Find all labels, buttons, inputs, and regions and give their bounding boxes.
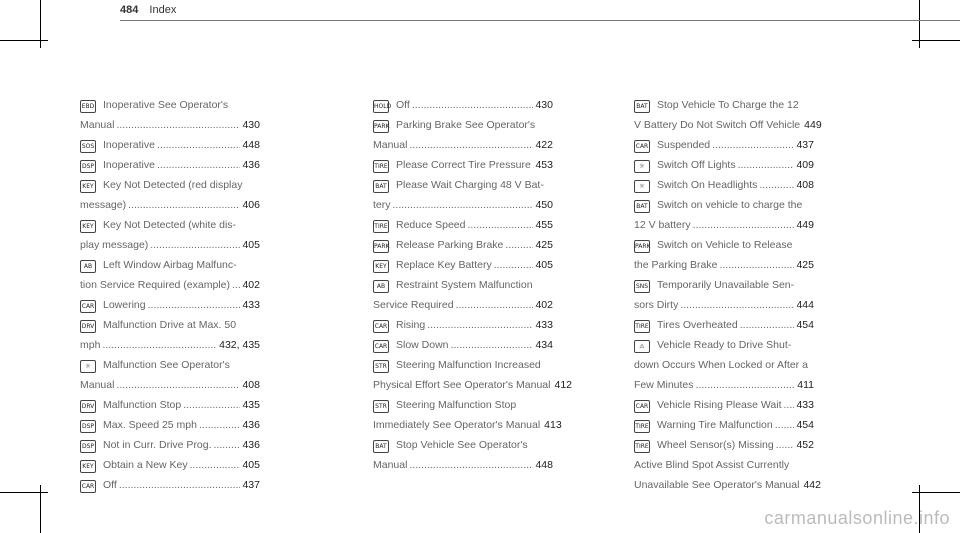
- page-reference[interactable]: 437: [242, 479, 260, 491]
- warning-symbol-icon: AB: [373, 280, 389, 293]
- index-entry[interactable]: [373, 95, 553, 115]
- entry-text: Steering Malfunction Increased: [396, 359, 541, 371]
- warning-symbol-icon: TIRE: [373, 160, 389, 173]
- dot-leader: [116, 115, 240, 135]
- index-entry[interactable]: [634, 435, 814, 455]
- warning-symbol-icon: PARK: [373, 240, 389, 253]
- dot-leader: [183, 395, 240, 415]
- index-entry[interactable]: [80, 175, 260, 215]
- page-reference[interactable]: 413: [544, 419, 562, 431]
- warning-symbol-icon: DSP: [80, 420, 96, 433]
- index-entry[interactable]: [373, 315, 553, 335]
- warning-symbol-icon: BAT: [634, 100, 650, 113]
- warning-symbol-icon: STR: [373, 400, 389, 413]
- entry-text: Release Parking Brake: [396, 239, 504, 251]
- dot-leader: [776, 435, 795, 455]
- dot-leader: [467, 215, 533, 235]
- entry-text: Please Correct Tire Pressure: [396, 159, 531, 171]
- page-reference[interactable]: 448: [535, 459, 553, 471]
- dot-leader: [119, 475, 241, 495]
- warning-symbol-icon: KEY: [80, 460, 96, 473]
- crop-mark: [0, 492, 48, 493]
- dot-leader: [409, 455, 533, 475]
- dot-leader: [533, 155, 534, 175]
- page-reference[interactable]: 408: [242, 379, 260, 391]
- index-entry[interactable]: [373, 115, 553, 155]
- dot-leader: [712, 135, 794, 155]
- dot-leader: [784, 395, 795, 415]
- dot-leader: [456, 295, 534, 315]
- index-entry[interactable]: [373, 215, 553, 235]
- warning-symbol-icon: ☼: [634, 160, 650, 173]
- entry-text: Lowering: [103, 299, 146, 311]
- entry-text: Max. Speed 25 mph: [103, 419, 197, 431]
- page-reference[interactable]: 412: [554, 379, 573, 391]
- entry-continuation: sors Dirty: [634, 299, 679, 311]
- page-reference[interactable]: 402: [242, 279, 260, 291]
- page-reference[interactable]: 425: [535, 239, 553, 251]
- page-reference[interactable]: 442: [803, 479, 821, 491]
- entry-text: Inoperative: [103, 159, 155, 171]
- page-reference[interactable]: 405: [242, 239, 260, 251]
- entry-continuation: message): [80, 199, 127, 211]
- entry-continuation: down Occurs When Locked or After a: [634, 359, 808, 371]
- entry-text: Active Blind Spot Assist Currently: [634, 459, 790, 471]
- index-entry[interactable]: [634, 275, 814, 315]
- dot-leader: [427, 315, 533, 335]
- dot-leader: [740, 315, 795, 335]
- entry-continuation: Service Required: [373, 299, 454, 311]
- index-entry[interactable]: [634, 135, 814, 155]
- entry-text: Wheel Sensor(s) Missing: [657, 439, 774, 451]
- index-entry[interactable]: [634, 335, 814, 395]
- index-entry[interactable]: [80, 255, 260, 295]
- warning-symbol-icon: DSP: [80, 440, 96, 453]
- warning-symbol-icon: SNS: [634, 280, 650, 293]
- warning-symbol-icon: KEY: [80, 220, 96, 233]
- page-reference[interactable]: 436: [242, 419, 260, 431]
- page-reference[interactable]: 454: [796, 419, 814, 431]
- page-reference[interactable]: 452: [796, 439, 814, 451]
- entry-text: Please Wait Charging 48 V Bat-: [396, 179, 544, 191]
- dot-leader: [409, 135, 533, 155]
- page-reference[interactable]: 436: [242, 439, 260, 451]
- entry-text: Obtain a New Key: [103, 459, 188, 471]
- dot-leader: [150, 235, 240, 255]
- entry-text: Stop Vehicle To Charge the 12: [657, 99, 799, 111]
- page-reference[interactable]: 405: [535, 259, 553, 271]
- dot-leader: [157, 155, 241, 175]
- entry-text: Left Window Airbag Malfunc-: [103, 259, 237, 271]
- page-reference[interactable]: 432, 435: [219, 339, 260, 351]
- index-entry[interactable]: [80, 475, 260, 495]
- index-entry[interactable]: [634, 155, 814, 175]
- entry-continuation: play message): [80, 239, 149, 251]
- page-reference[interactable]: 435: [242, 399, 260, 411]
- index-entry[interactable]: [634, 455, 821, 495]
- header-rule: [120, 20, 960, 21]
- page-reference[interactable]: 430: [535, 99, 553, 111]
- page-reference[interactable]: 433: [796, 399, 814, 411]
- dot-leader: [393, 195, 534, 215]
- page-number: 484: [120, 4, 139, 16]
- page-reference[interactable]: 448: [242, 139, 260, 151]
- warning-symbol-icon: PARK: [373, 120, 389, 133]
- warning-symbol-icon: DRV: [80, 400, 96, 413]
- entry-text: Not in Curr. Drive Prog.: [103, 439, 212, 451]
- dot-leader: [505, 235, 533, 255]
- entry-text: Slow Down: [396, 339, 449, 351]
- index-entry[interactable]: [373, 355, 573, 395]
- watermark: carmanualsonline.info: [764, 508, 950, 528]
- page-reference[interactable]: 409: [796, 159, 814, 171]
- entry-continuation: the Parking Brake: [634, 259, 718, 271]
- dot-leader: [190, 455, 241, 475]
- index-entry[interactable]: [373, 275, 553, 315]
- warning-symbol-icon: STR: [373, 360, 389, 373]
- dot-leader: [128, 195, 240, 215]
- entry-text: Rising: [396, 319, 426, 331]
- dot-leader: [696, 375, 796, 395]
- entry-continuation: V Battery Do Not Switch Off Vehicle: [634, 119, 801, 131]
- dot-leader: [738, 155, 795, 175]
- page-reference[interactable]: 455: [535, 219, 553, 231]
- crop-mark: [0, 40, 48, 41]
- entry-text: Warning Tire Malfunction: [657, 419, 773, 431]
- dot-leader: [116, 375, 240, 395]
- dot-leader: [412, 95, 534, 115]
- page-reference[interactable]: 450: [535, 199, 553, 211]
- index-entry[interactable]: [80, 295, 260, 315]
- crop-mark: [912, 492, 960, 493]
- warning-symbol-icon: DSP: [80, 160, 96, 173]
- page-reference[interactable]: 444: [796, 299, 814, 311]
- index-entry[interactable]: [373, 255, 553, 275]
- warning-symbol-icon: PARK: [634, 240, 650, 253]
- entry-continuation: Manual: [373, 139, 408, 151]
- entry-continuation: tion Service Required (example): [80, 279, 230, 291]
- warning-symbol-icon: AB: [80, 260, 96, 273]
- entry-text: Replace Key Battery: [396, 259, 492, 271]
- warning-symbol-icon: BAT: [373, 180, 389, 193]
- index-entry[interactable]: [634, 235, 814, 275]
- index-entry[interactable]: [634, 395, 814, 415]
- entry-continuation: Unavailable See Operator's Manual: [634, 479, 800, 491]
- index-entry[interactable]: [373, 395, 562, 435]
- page-reference[interactable]: 425: [796, 259, 814, 271]
- warning-symbol-icon: CAR: [634, 140, 650, 153]
- index-entry[interactable]: [80, 355, 260, 395]
- entry-text: Key Not Detected (red display: [103, 179, 243, 191]
- dot-leader: [199, 415, 240, 435]
- index-column-3: [634, 95, 822, 495]
- index-entry[interactable]: [80, 435, 260, 455]
- index-entry[interactable]: [373, 155, 553, 175]
- entry-text: Key Not Detected (white dis-: [103, 219, 237, 231]
- index-entry[interactable]: [634, 315, 814, 335]
- warning-symbol-icon: KEY: [80, 180, 96, 193]
- page-reference[interactable]: 402: [535, 299, 553, 311]
- page-reference[interactable]: 405: [242, 459, 260, 471]
- dot-leader: [680, 295, 794, 315]
- entry-continuation: Few Minutes: [634, 379, 694, 391]
- entry-continuation: Physical Effort See Operator's Manual: [373, 379, 551, 391]
- entry-text: Off: [103, 479, 117, 491]
- index-entry[interactable]: [80, 415, 260, 435]
- warning-symbol-icon: EBD: [80, 100, 96, 113]
- index-entry[interactable]: [373, 335, 553, 355]
- warning-symbol-icon: DRV: [80, 320, 96, 333]
- entry-text: Restraint System Malfunction: [396, 279, 533, 291]
- index-entry[interactable]: [634, 195, 814, 235]
- entry-text: Inoperative See Operator's: [103, 99, 229, 111]
- dot-leader: [451, 335, 534, 355]
- index-entry[interactable]: [80, 135, 260, 155]
- warning-symbol-icon: CAR: [373, 340, 389, 353]
- entry-text: Vehicle Ready to Drive Shut-: [657, 339, 792, 351]
- warning-symbol-icon: TIRE: [373, 220, 389, 233]
- warning-symbol-icon: HOLD: [373, 100, 389, 113]
- page-reference[interactable]: 453: [535, 159, 553, 171]
- index-entry[interactable]: [80, 315, 260, 355]
- page-header: [120, 4, 176, 16]
- page-reference[interactable]: 449: [796, 219, 814, 231]
- entry-continuation: Manual: [80, 379, 115, 391]
- entry-continuation: Manual: [80, 119, 115, 131]
- dot-leader: [719, 255, 794, 275]
- dot-leader: [214, 435, 241, 455]
- page-reference[interactable]: 411: [797, 379, 814, 391]
- dot-leader: [494, 255, 534, 275]
- page-reference[interactable]: 406: [242, 199, 260, 211]
- section-title: Index: [149, 4, 177, 16]
- entry-continuation: tery: [373, 199, 391, 211]
- entry-text: Inoperative: [103, 139, 155, 151]
- warning-symbol-icon: TIRE: [634, 320, 650, 333]
- page-reference[interactable]: 433: [535, 319, 553, 331]
- dot-leader: [759, 175, 794, 195]
- warning-symbol-icon: CAR: [80, 480, 96, 493]
- index-entry[interactable]: [80, 395, 260, 415]
- entry-text: Switch On Headlights: [657, 179, 758, 191]
- warning-symbol-icon: SOS: [80, 140, 96, 153]
- entry-text: Parking Brake See Operator's: [396, 119, 536, 131]
- page-reference[interactable]: 436: [242, 159, 260, 171]
- entry-text: Switch on Vehicle to Release: [657, 239, 793, 251]
- index-column-2: [373, 95, 573, 475]
- warning-symbol-icon: KEY: [373, 260, 389, 273]
- index-entry[interactable]: [373, 435, 553, 475]
- warning-symbol-icon: ☼: [80, 360, 96, 373]
- index-entry[interactable]: [80, 455, 260, 475]
- page-reference[interactable]: 437: [796, 139, 814, 151]
- warning-symbol-icon: CAR: [634, 400, 650, 413]
- warning-symbol-icon: BAT: [634, 200, 650, 213]
- page-reference[interactable]: 408: [796, 179, 814, 191]
- dot-leader: [232, 275, 240, 295]
- page-reference[interactable]: 430: [242, 119, 260, 131]
- warning-symbol-icon: ⚠: [634, 340, 650, 353]
- index-entry[interactable]: [634, 95, 822, 135]
- crop-mark: [912, 40, 960, 41]
- warning-symbol-icon: CAR: [373, 320, 389, 333]
- dot-leader: [693, 215, 795, 235]
- index-entry[interactable]: [80, 95, 260, 135]
- dot-leader: [148, 295, 241, 315]
- entry-text: Stop Vehicle See Operator's: [396, 439, 528, 451]
- entry-continuation: Manual: [373, 459, 408, 471]
- index-column-1: [80, 95, 260, 495]
- entry-text: Tires Overheated: [657, 319, 738, 331]
- entry-text: Switch Off Lights: [657, 159, 736, 171]
- page-reference[interactable]: 422: [535, 139, 553, 151]
- warning-symbol-icon: CAR: [80, 300, 96, 313]
- entry-text: Switch on vehicle to charge the: [657, 199, 803, 211]
- entry-text: Reduce Speed: [396, 219, 466, 231]
- entry-text: Temporarily Unavailable Sen-: [657, 279, 795, 291]
- entry-text: Malfunction Drive at Max. 50: [103, 319, 237, 331]
- warning-symbol-icon: TIRE: [634, 420, 650, 433]
- entry-text: Malfunction Stop: [103, 399, 182, 411]
- index-entry[interactable]: [373, 235, 553, 255]
- index-entry[interactable]: [80, 215, 260, 255]
- page-reference[interactable]: 434: [535, 339, 553, 351]
- page-reference[interactable]: 449: [804, 119, 822, 131]
- index-entry[interactable]: [373, 175, 553, 215]
- dot-leader: [157, 135, 241, 155]
- entry-text: Vehicle Rising Please Wait: [657, 399, 782, 411]
- dot-leader: [102, 335, 217, 355]
- entry-text: Steering Malfunction Stop: [396, 399, 517, 411]
- index-entry[interactable]: [634, 175, 814, 195]
- index-entry[interactable]: [634, 415, 814, 435]
- dot-leader: [775, 415, 795, 435]
- warning-symbol-icon: TIRE: [634, 440, 650, 453]
- entry-continuation: Immediately See Operator's Manual: [373, 419, 541, 431]
- entry-text: Suspended: [657, 139, 711, 151]
- entry-continuation: mph: [80, 339, 101, 351]
- entry-text: Off: [396, 99, 410, 111]
- entry-continuation: 12 V battery: [634, 219, 691, 231]
- index-entry[interactable]: [80, 155, 260, 175]
- page-reference[interactable]: 433: [242, 299, 260, 311]
- warning-symbol-icon: ☼: [634, 180, 650, 193]
- entry-text: Malfunction See Operator's: [103, 359, 230, 371]
- warning-symbol-icon: BAT: [373, 440, 389, 453]
- page-reference[interactable]: 454: [796, 319, 814, 331]
